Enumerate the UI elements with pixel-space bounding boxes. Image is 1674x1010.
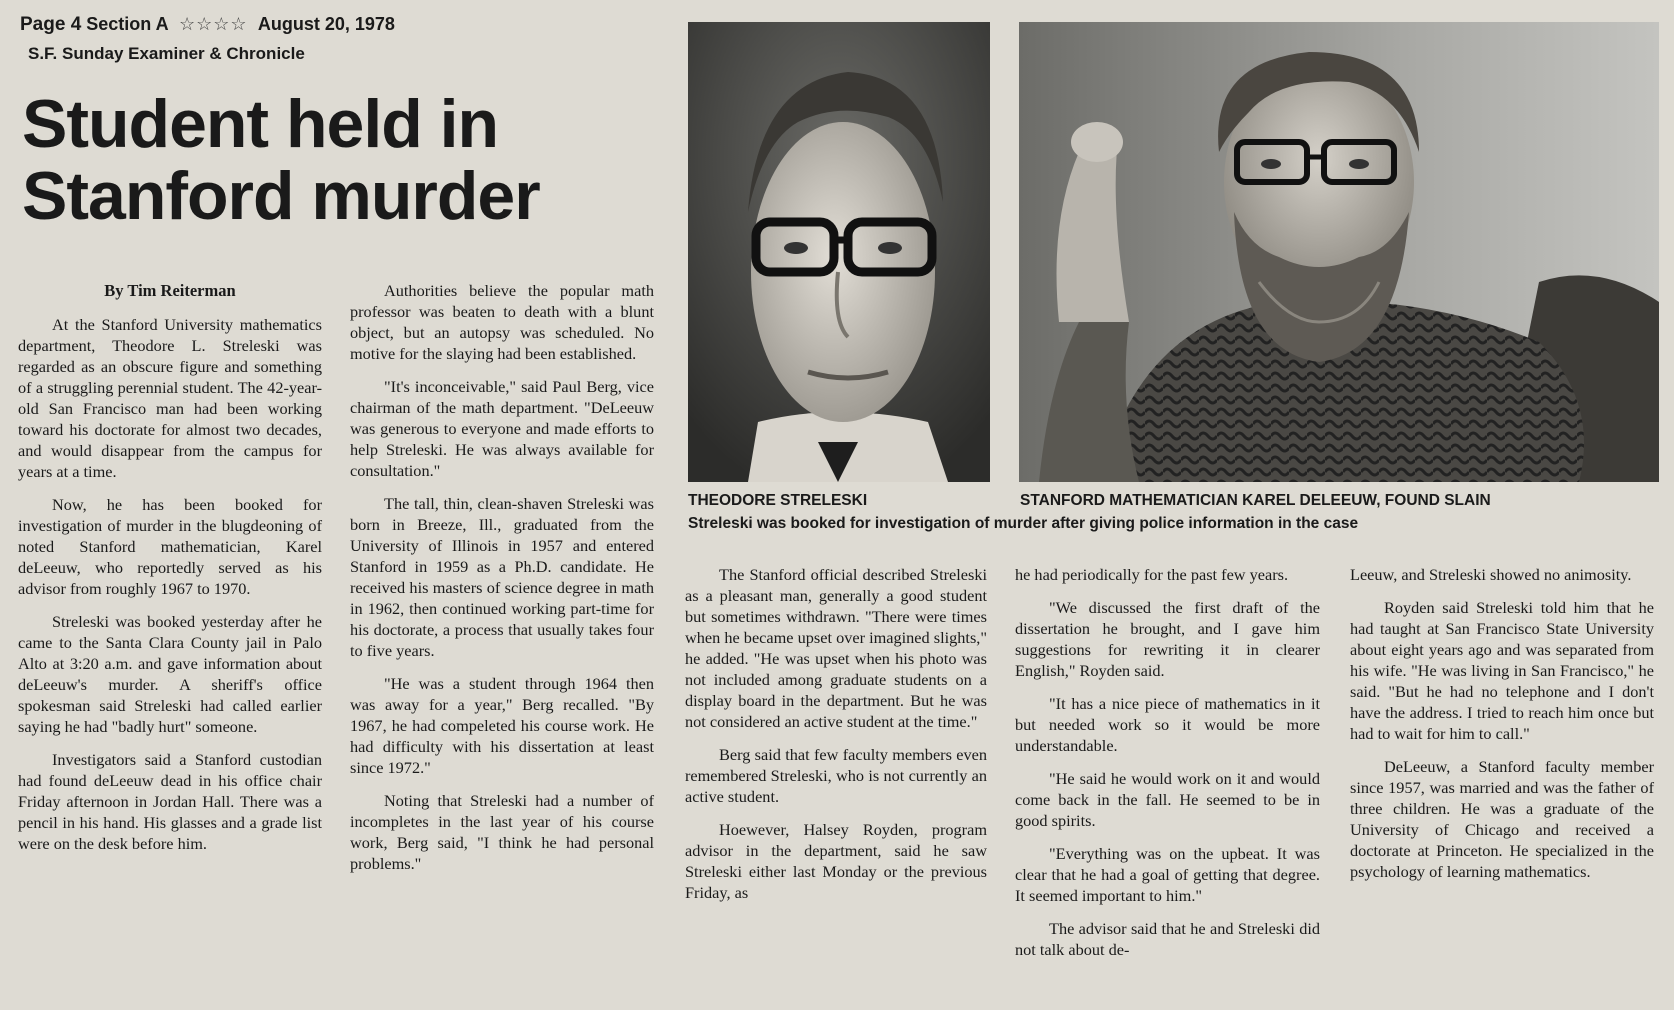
- paragraph: Hoewever, Halsey Royden, program advisor in the department, said he saw Streleski either last Monday or the previous Friday, as: [685, 820, 987, 902]
- paragraph: Royden said Streleski told him that he had taught at San Francisco State University about eight years ago and was separated from his wife. "He was living in San Francisco," he said. "But he had no telephone and I don't have the address. I tried to reach him once but had to wait for him to call.": [1350, 598, 1654, 743]
- headline: [22, 88, 672, 232]
- paragraph: At the Stanford University mathematics department, Theodore L. Streleski was regarded as an obscure figure and something of a struggling perennial student. The 42-year-old San Francisco man had been working toward his doctorate for almost two decades, and would disappear from the campus for years at a time.: [18, 315, 322, 481]
- page-number: Page 4: [20, 14, 82, 35]
- section-label: Section A: [86, 14, 168, 34]
- paragraph: "We discussed the first draft of the dissertation he brought, and I gave him suggestions for rewriting it in clearer English," Royden said.: [1015, 598, 1320, 680]
- paragraph: Streleski was booked yesterday after he came to the Santa Clara County jail in Palo Alto at 3:20 a.m. and gave information about deLeeuw's murder. A sheriff's office spokesman said Streleski had called earlier saying he had "badly hurt" someone.: [18, 612, 322, 736]
- headline-line-2: Stanford murder: [22, 158, 540, 234]
- photo-deleeuw: [1019, 22, 1659, 482]
- paragraph: Leeuw, and Streleski showed no animosity.: [1350, 565, 1632, 584]
- portrait-image: [1019, 22, 1659, 482]
- paragraph: The advisor said that he and Streleski did not talk about de-: [1015, 919, 1320, 959]
- issue-date: August 20, 1978: [257, 14, 395, 34]
- article-column-3: [685, 564, 987, 915]
- paragraph: Authorities believe the popular math professor was beaten to death with a blunt object, but an autopsy was scheduled. No motive for the slaying had been established.: [350, 281, 654, 363]
- article-column-1: [18, 280, 322, 866]
- paragraph: "He was a student through 1964 then was away for a year," Berg recalled. "By 1967, he had compeleted his course work. He had difficulty with his dissertation at least since 1972.": [350, 674, 654, 777]
- headline-line-1: Student held in: [22, 86, 499, 162]
- portrait-image: [688, 22, 990, 482]
- caption-left-name: THEODORE STRELESKI: [688, 492, 868, 509]
- newspaper-name: S.F. Sunday Examiner & Chronicle: [28, 44, 305, 63]
- masthead-line: [20, 14, 395, 36]
- paragraph: he had periodically for the past few years.: [1015, 565, 1289, 584]
- paragraph: "It's inconceivable," said Paul Berg, vice chairman of the math department. "DeLeeuw was generous to everyone and made efforts to help Streleski. He was always available for consultation.": [350, 377, 654, 480]
- caption-subtitle: Streleski was booked for investigation of murder after giving police information in the case: [688, 515, 1359, 532]
- paragraph: DeLeeuw, a Stanford faculty member since 1957, was married and was the father of three children. He was a graduate of the University of Chicago and received a doctorate at Princeton. He specialized in the psychology of learning mathematics.: [1350, 757, 1654, 881]
- paragraph: The Stanford official described Streleski as a pleasant man, generally a good student but sometimes withdrawn. "There were times when he became upset over imagined slights," he added. "He was upset when his photo was not included among graduate students on a display board in the department. But he was not considered an active student at the time.": [685, 565, 987, 731]
- article-column-5: [1350, 564, 1654, 894]
- article-column-2: [350, 280, 654, 886]
- byline: By Tim Reiterman: [104, 281, 236, 300]
- edition-stars: ☆☆☆☆: [178, 14, 248, 34]
- photo-streleski: [688, 22, 990, 482]
- paragraph: Berg said that few faculty members even remembered Streleski, who is not currently an active student.: [685, 745, 987, 806]
- paragraph: "It has a nice piece of mathematics in it but needed work so it would be more understandable.: [1015, 694, 1320, 755]
- paragraph: Now, he has been booked for investigation of murder in the blugdeoning of noted Stanford mathematician, Karel deLeeuw, who reportedly served as his advisor from roughly 1967 to 1970.: [18, 495, 322, 598]
- caption-right-name: STANFORD MATHEMATICIAN KAREL DELEEUW, FOUND SLAIN: [1020, 492, 1491, 509]
- paragraph: "Everything was on the upbeat. It was clear that he had a goal of getting that degree. It seemed important to him.": [1015, 844, 1320, 905]
- paragraph: The tall, thin, clean-shaven Streleski was born in Breeze, Ill., graduated from the University of Illinois in 1957 and entered Stanford in 1959 as a Ph.D. candidate. He received his masters of science degree in math in 1962, then continued working part-time for his doctorate, a process that usually takes four to five years.: [350, 494, 654, 660]
- article-column-4: [1015, 564, 1320, 972]
- paragraph: Noting that Streleski had a number of incompletes in the last year of his course work, Berg said, "I think he had personal problems.": [350, 791, 654, 873]
- paragraph: Investigators said a Stanford custodian had found deLeeuw dead in his office chair Friday afternoon in Jordan Hall. There was a pencil in his hand. His glasses and a grade list were on the desk before him.: [18, 750, 322, 853]
- paragraph: "He said he would work on it and would come back in the fall. He seemed to be in good spirits.: [1015, 769, 1320, 830]
